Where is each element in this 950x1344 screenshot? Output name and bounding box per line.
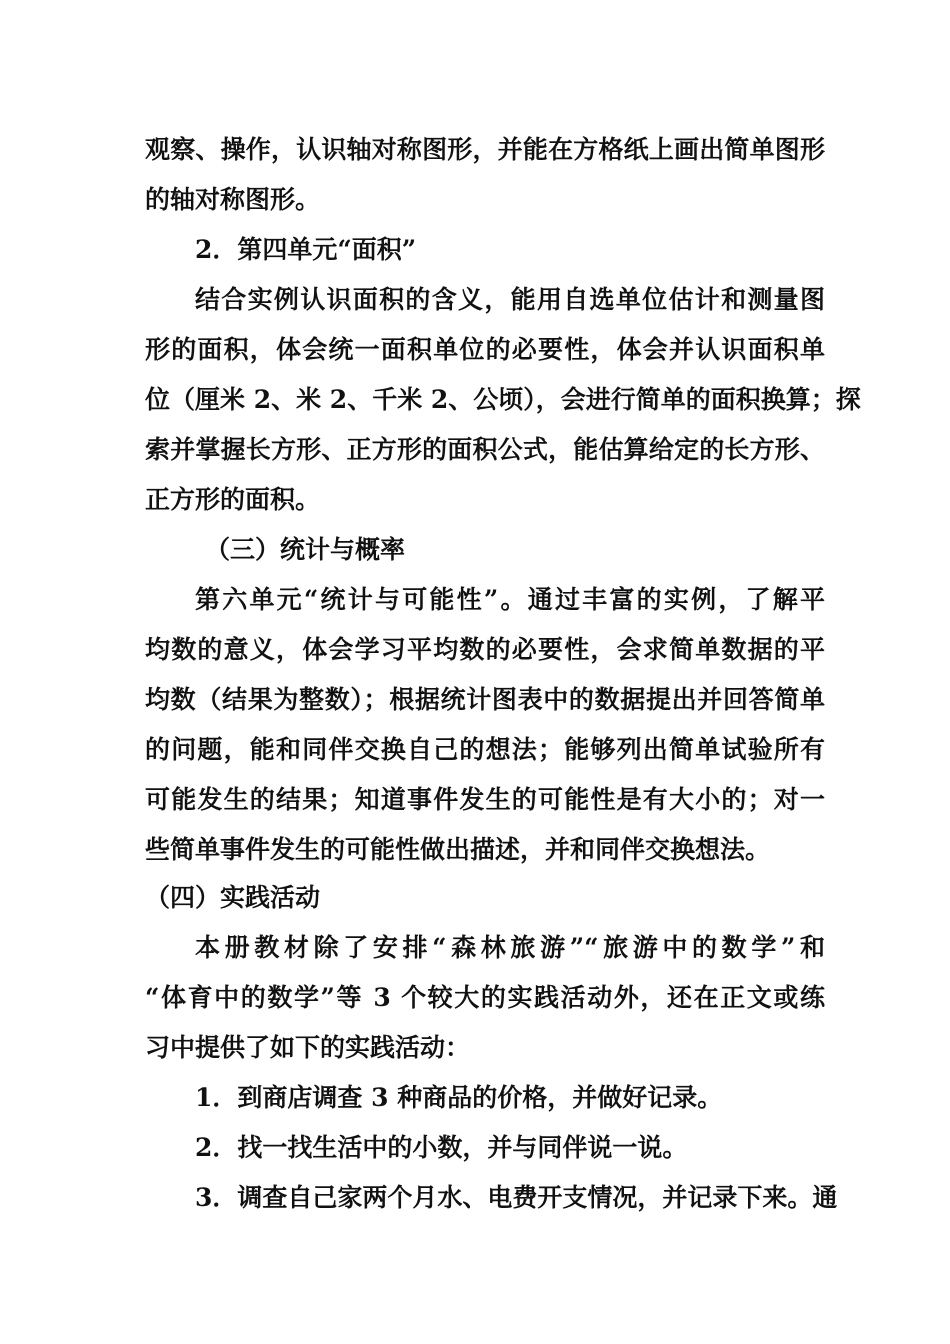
list-item: 3．调查自己家两个月水、电费开支情况，并记录下来。通	[195, 1183, 838, 1212]
body-line: 形的面积，体会统一面积单位的必要性，体会并认识面积单	[145, 335, 825, 364]
body-line: 本册教材除了安排“森林旅游”“旅游中的数学”和	[195, 933, 825, 962]
body-line: 习中提供了如下的实践活动：	[145, 1033, 471, 1062]
body-line: 观察、操作，认识轴对称图形，并能在方格纸上画出简单图形	[145, 135, 825, 164]
section-heading: （四）实践活动	[145, 883, 321, 912]
body-line: 的问题，能和同伴交换自己的想法；能够列出简单试验所有	[145, 735, 825, 764]
body-line: 均数（结果为整数）；根据统计图表中的数据提出并回答简单	[145, 685, 825, 714]
body-line: 的轴对称图形。	[145, 185, 321, 214]
body-line: 些简单事件发生的可能性做出描述，并和同伴交换想法。	[145, 835, 771, 864]
section-heading: （三）统计与概率	[205, 535, 406, 564]
list-item: 1．到商店调查 3 种商品的价格，并做好记录。	[195, 1083, 723, 1112]
body-line: 结合实例认识面积的含义，能用自选单位估计和测量图	[195, 285, 825, 314]
body-line: 正方形的面积。	[145, 485, 321, 514]
body-line: 均数的意义，体会学习平均数的必要性，会求简单数据的平	[145, 635, 825, 664]
body-line: 可能发生的结果；知道事件发生的可能性是有大小的；对一	[145, 785, 825, 814]
subsection-heading: 2．第四单元“面积”	[195, 235, 417, 264]
list-item: 2．找一找生活中的小数，并与同伴说一说。	[195, 1133, 688, 1162]
body-line: 第六单元“统计与可能性”。通过丰富的实例，了解平	[195, 585, 825, 614]
body-line: 索并掌握长方形、正方形的面积公式，能估算给定的长方形、	[145, 435, 825, 464]
body-line: 位（厘米 2、米 2、千米 2、公顷），会进行简单的面积换算；探	[145, 385, 861, 414]
body-line: “体育中的数学”等 3 个较大的实践活动外，还在正文或练	[145, 983, 825, 1012]
